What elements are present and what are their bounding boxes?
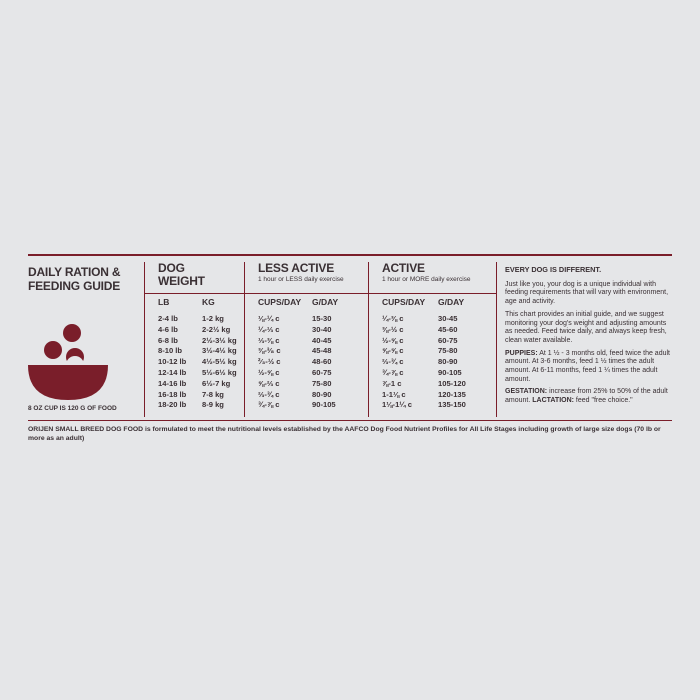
lb-header: LB: [158, 297, 170, 307]
puppies-note: PUPPIES: At 1 ½ - 3 months old, feed twice the adult amount. At 3-6 months, feed 1 ½ times the adult amount. At 6-11 months, feed 1 ¼ times the adult amount.: [505, 349, 670, 383]
table-cell: 80-90: [312, 389, 332, 399]
table-cell: ⅓-⅜ c: [258, 335, 280, 345]
table-cell: 75-80: [312, 378, 332, 388]
less-g-header: G/DAY: [312, 297, 339, 307]
less-active-heading: LESS ACTIVE 1 hour or LESS daily exercise: [258, 261, 344, 283]
table-cell: 90-105: [438, 367, 462, 377]
table-cell: 16-18 lb: [158, 389, 187, 399]
divider: [244, 262, 245, 417]
table-cell: 1-2 kg: [202, 314, 224, 323]
cup-caption: 8 OZ CUP IS 120 G OF FOOD: [28, 405, 117, 412]
divider: [144, 262, 145, 417]
table-cell: ⅝-⅔ c: [258, 378, 280, 388]
table-cell: 2½-3½ kg: [202, 335, 237, 345]
divider: [368, 262, 369, 417]
top-rule: [28, 254, 672, 256]
table-cell: 2-4 lb: [158, 314, 178, 323]
table-cell: 8-9 kg: [202, 400, 224, 410]
table-cell: 4-6 lb: [158, 324, 178, 334]
table-cell: 40-45: [312, 335, 332, 345]
table-cell: 14-16 lb: [158, 378, 187, 388]
feeding-notes: [505, 266, 673, 410]
active-g-list: [438, 314, 466, 411]
dog-weight-heading: DOG WEIGHT: [158, 261, 205, 288]
table-cell: 3½-4½ kg: [202, 346, 237, 356]
table-cell: ⅛-¼ c: [258, 314, 280, 323]
table-cell: ⅝-⅝ c: [382, 346, 404, 356]
header-rule: [368, 293, 496, 294]
divider: [496, 262, 497, 417]
active-heading: ACTIVE 1 hour or MORE daily exercise: [382, 261, 471, 283]
table-cell: ²⁄₃-½ c: [258, 357, 281, 367]
bottom-rule: [28, 420, 672, 421]
guide-title: DAILY RATION & FEEDING GUIDE: [28, 265, 121, 293]
kg-list: [202, 314, 237, 411]
notes-paragraph: Just like you, your dog is a unique individual with feeding requirements that will vary with environment, age and activity.: [505, 280, 669, 306]
table-cell: 12-14 lb: [158, 367, 187, 377]
table-cell: 2-2½ kg: [202, 324, 231, 334]
table-cell: 1⅛-1¼ c: [382, 400, 412, 410]
header-rule: [244, 293, 368, 294]
table-cell: 90-105: [312, 400, 336, 410]
table-cell: 6-8 lb: [158, 335, 178, 345]
table-cell: 10-12 lb: [158, 357, 187, 367]
table-cell: 8-10 lb: [158, 346, 183, 356]
table-cell: ⅜-³⁄₈ c: [258, 346, 281, 356]
table-cell: ½-⅝ c: [258, 367, 280, 377]
table-cell: 18-20 lb: [158, 400, 187, 410]
table-cell: ½-⅝ c: [382, 335, 404, 345]
notes-paragraph: This chart provides an initial guide, and we suggest monitoring your dog's weight and adjusting amounts as needed. Feed twice daily, and always keep fresh, clean water available.: [505, 310, 667, 344]
kg-header: KG: [202, 297, 215, 307]
table-cell: 45-60: [438, 324, 458, 334]
table-cell: 15-30: [312, 314, 332, 323]
less-g-list: [312, 314, 336, 411]
table-cell: ¾-⅞ c: [258, 400, 280, 410]
active-g-header: G/DAY: [438, 297, 465, 307]
table-cell: 7-8 kg: [202, 389, 224, 399]
table-cell: 30-45: [438, 314, 458, 323]
aafco-footnote: ORIJEN SMALL BREED DOG FOOD is formulated to meet the nutritional levels established by the AAFCO Dog Food Nutrient Profiles for All Life Stages including growth of large size dogs (70 lb or more as an adult): [28, 426, 661, 442]
table-cell: ¼-⅓ c: [258, 324, 280, 334]
notes-heading: EVERY DOG IS DIFFERENT.: [505, 265, 602, 274]
table-cell: ⅜-½ c: [382, 324, 404, 334]
table-cell: 135-150: [438, 400, 466, 410]
table-cell: ⅔-¾ c: [258, 389, 280, 399]
table-cell: 60-75: [312, 367, 332, 377]
table-cell: 1-1⅛ c: [382, 389, 406, 399]
food-bowl-icon: [28, 322, 112, 406]
table-cell: 105-120: [438, 378, 466, 388]
table-cell: ¼-⅜ c: [382, 314, 404, 323]
table-cell: 45-48: [312, 346, 332, 356]
table-cell: ¾-⅞ c: [382, 367, 404, 377]
header-rule: [144, 293, 244, 294]
less-cups-list: [258, 314, 281, 411]
table-cell: 4½-5½ kg: [202, 357, 237, 367]
table-cell: 80-90: [438, 357, 458, 367]
active-cups-list: [382, 314, 412, 411]
table-cell: 30-40: [312, 324, 332, 334]
table-cell: 6½-7 kg: [202, 378, 231, 388]
active-cups-header: CUPS/DAY: [382, 297, 426, 307]
gestation-note: GESTATION: increase from 25% to 50% of the adult amount. LACTATION: feed "free choice.": [505, 388, 668, 405]
table-cell: ⅔-¾ c: [382, 357, 404, 367]
table-cell: 5½-6½ kg: [202, 367, 237, 377]
table-cell: 48-60: [312, 357, 332, 367]
table-cell: 120-135: [438, 389, 466, 399]
lb-list: [158, 314, 186, 411]
less-cups-header: CUPS/DAY: [258, 297, 302, 307]
table-cell: 75-80: [438, 346, 458, 356]
table-cell: 60-75: [438, 335, 458, 345]
table-cell: ⅞-1 c: [382, 378, 402, 388]
